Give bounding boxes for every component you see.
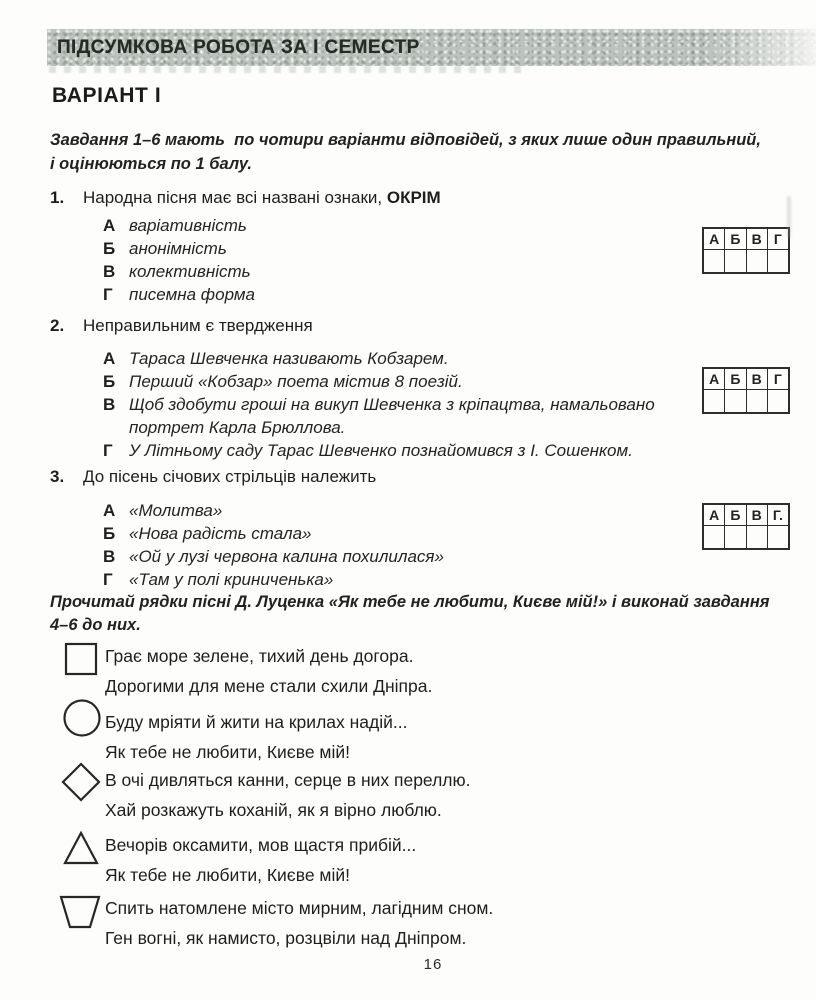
option-letter: Б [103,372,116,391]
option-text [129,393,655,439]
grid-letter-cell: А [704,229,725,249]
option-letter: Г [103,285,113,304]
grid-answer-cell [704,390,725,412]
circle-icon [62,698,102,738]
reading-task-line: 4–6 до них. [50,616,141,634]
trapezoid-icon [58,894,102,930]
lyric-text [105,765,816,825]
option-text: «Ой у лузі червона калина похилилася» [129,547,444,566]
grid-letter-cell: В [747,369,768,389]
lyric-text [105,893,816,953]
grid-answer-cell [768,250,788,272]
lyric-text [105,641,816,701]
diamond-icon [60,761,102,803]
triangle-icon [62,830,100,866]
intro-line: і оцінюються по 1 балу. [50,155,252,173]
option-letter: А [103,216,116,235]
option-text: «Нова радість стала» [129,524,312,543]
reading-task-line: Прочитай рядки пісні Д. Луценка «Як тебе не любити, Києве мій!» і виконай завдання [50,593,770,611]
option-v [103,545,695,568]
answer-grid-blanks [704,526,788,548]
option-letter: Б [103,239,116,258]
lyric-text [105,707,816,767]
grid-answer-cell [725,250,746,272]
header-banner-title: ПІДСУМКОВА РОБОТА ЗА І СЕМЕСТР [57,36,420,58]
answer-grid-1 [702,227,790,274]
reading-task-instructions [50,591,795,637]
option-text: Перший «Кобзар» поета містив 8 поезій. [129,372,463,391]
intro-instructions [50,128,795,176]
grid-answer-cell [725,526,746,548]
option-b [103,237,695,260]
answer-grid-blanks [704,250,788,272]
option-g [103,568,695,591]
lyric-line: Спить натомлене місто мирним, лагідним сном. [105,898,494,918]
lyric-line: В очі дивляться канни, серце в них переллю. [105,770,471,790]
variant-title: ВАРІАНТ І [52,84,162,107]
grid-answer-cell [704,526,725,548]
lyric-line: Грає море зелене, тихий день догора. [105,646,414,666]
option-letter: А [103,501,116,520]
grid-answer-cell [747,250,768,272]
option-text-line: портрет Карла Брюллова. [129,418,346,437]
question-1-options [103,214,695,306]
option-a [103,347,695,370]
grid-letter-cell: А [704,505,725,525]
lyric-text [105,830,816,890]
grid-letter-cell: В [747,505,768,525]
grid-answer-cell [704,250,725,272]
option-text: У Літньому саду Тарас Шевченко познайомився з І. Сошенком. [129,441,633,460]
question-title-text: До пісень січових стрільців належить [83,467,377,486]
lyric-line: Як тебе не любити, Києве мій! [105,865,350,885]
option-a [103,499,695,522]
grid-answer-cell [768,390,788,412]
option-letter: Г [103,570,113,589]
option-text: «Там у полі криниченька» [129,570,334,589]
lyric-row-diamond [0,765,816,827]
answer-grid-3 [702,503,790,550]
question-3-options [103,499,695,591]
option-letter: В [103,262,116,281]
option-letter: Г [103,441,113,460]
grid-letter-cell: Г [773,231,782,247]
option-b [103,522,695,545]
lyric-line: Як тебе не любити, Києве мій! [105,742,350,762]
question-2 [0,314,816,462]
lyric-line: Хай розкажуть коханій, як я вірно люблю. [105,800,442,820]
lyric-row-circle [0,707,816,769]
option-v [103,260,695,283]
lyric-row-trapezoid [0,893,816,955]
answer-grid-letters [704,369,788,390]
grid-letter-cell: В [747,229,768,249]
answer-grid-2 [702,367,790,414]
question-3-title [50,465,816,488]
option-text: анонімність [129,239,227,258]
lyric-line: Вечорів оксамити, мов щастя прибій... [105,835,417,855]
option-g [103,439,695,462]
option-letter: А [103,349,116,368]
lyric-line: Буду мріяти й жити на крилах надій... [105,712,408,732]
page-number: 16 [423,956,443,973]
lyric-line: Ген вогні, як намисто, розцвіли над Дніпром. [105,928,467,948]
question-3 [0,465,816,591]
option-a [103,214,695,237]
option-b [103,370,695,393]
option-text: варіативність [129,216,247,235]
question-number: 2. [50,316,65,335]
scan-artifact [787,196,791,238]
question-2-options [103,347,695,462]
question-number: 1. [50,188,65,207]
header-banner [47,29,816,66]
option-text-line: Щоб здобути гроші на викуп Шевченка з кріпацтва, намальовано [129,395,655,414]
question-number: 3. [50,467,65,486]
option-text: писемна форма [129,285,255,304]
option-text: колективність [129,262,251,281]
lyric-row-triangle [0,830,816,892]
question-1 [0,186,816,306]
option-letter: Б [103,524,116,543]
option-v [103,393,695,439]
option-text: «Молитва» [129,501,223,520]
grid-letter-cell: Б [725,229,746,249]
grid-letter-cell: Г [773,371,782,387]
option-text: Тараса Шевченка називають Кобзарем. [129,349,449,368]
grid-letter-cell: Г. [772,507,783,523]
square-icon [64,642,98,676]
answer-grid-letters [704,229,788,250]
question-title-text: Народна пісня має всі названі ознаки, [83,188,387,207]
option-letter: В [103,395,116,414]
option-letter: В [103,547,116,566]
question-2-title [50,314,816,337]
grid-letter-cell: А [704,369,725,389]
option-g [103,283,695,306]
lyric-line: Дорогими для мене стали схили Дніпра. [105,676,433,696]
grid-answer-cell [725,390,746,412]
grid-answer-cell [747,526,768,548]
intro-line: Завдання 1–6 мають по чотири варіанти відповідей, з яких лише один правильний, [50,131,761,149]
answer-grid-letters [704,505,788,526]
grid-letter-cell: Б [725,369,746,389]
grid-letter-cell: Б [725,505,746,525]
answer-grid-blanks [704,390,788,412]
grid-answer-cell [768,526,788,548]
question-title-text: Неправильним є твердження [83,316,313,335]
question-title-bold: ОКРІМ [386,188,441,207]
lyric-row-square [0,641,816,703]
question-1-title [50,186,816,209]
grid-answer-cell [747,390,768,412]
